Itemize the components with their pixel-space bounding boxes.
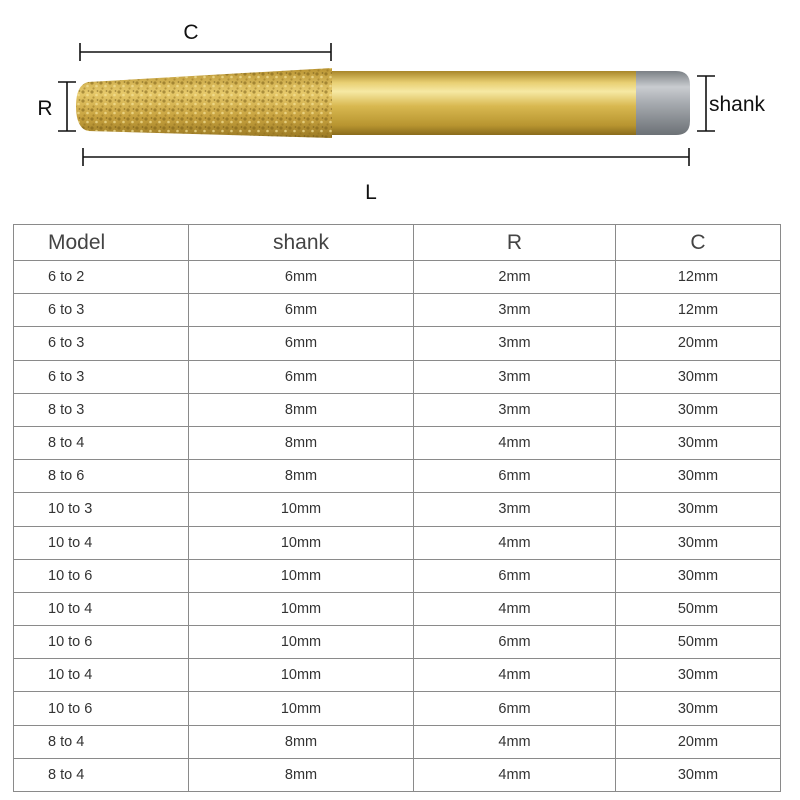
gold-shank xyxy=(326,71,642,135)
cell-shank: 6mm xyxy=(189,327,414,360)
cell-shank: 10mm xyxy=(189,592,414,625)
label-l: L xyxy=(365,181,377,204)
cell-r: 6mm xyxy=(414,559,616,592)
cell-shank: 10mm xyxy=(189,493,414,526)
cell-r: 3mm xyxy=(414,393,616,426)
table-row xyxy=(14,426,781,459)
cell-shank: 8mm xyxy=(189,460,414,493)
table-row xyxy=(14,725,781,758)
header-model: Model xyxy=(14,225,189,261)
cell-shank: 8mm xyxy=(189,393,414,426)
table-row xyxy=(14,360,781,393)
cell-c: 30mm xyxy=(616,393,781,426)
cell-model: 10 to 3 xyxy=(14,493,189,526)
grit-texture xyxy=(76,68,332,138)
dimension-r xyxy=(37,82,76,131)
table-row xyxy=(14,493,781,526)
cell-shank: 10mm xyxy=(189,659,414,692)
cell-c: 30mm xyxy=(616,526,781,559)
cell-c: 12mm xyxy=(616,294,781,327)
cell-model: 8 to 4 xyxy=(14,725,189,758)
cell-r: 6mm xyxy=(414,460,616,493)
cell-r: 2mm xyxy=(414,261,616,294)
cell-c: 30mm xyxy=(616,692,781,725)
router-bit-diagram xyxy=(0,0,800,215)
cell-model: 10 to 4 xyxy=(14,659,189,692)
cell-c: 30mm xyxy=(616,360,781,393)
cell-shank: 10mm xyxy=(189,559,414,592)
cell-r: 3mm xyxy=(414,327,616,360)
dimension-shank xyxy=(697,76,766,131)
cell-r: 4mm xyxy=(414,758,616,791)
cell-r: 4mm xyxy=(414,526,616,559)
table-row xyxy=(14,393,781,426)
dimension-c xyxy=(80,21,331,61)
cell-model: 6 to 3 xyxy=(14,294,189,327)
cell-r: 4mm xyxy=(414,592,616,625)
table-row xyxy=(14,758,781,791)
cell-r: 3mm xyxy=(414,493,616,526)
cell-shank: 8mm xyxy=(189,758,414,791)
cell-model: 10 to 6 xyxy=(14,692,189,725)
cell-shank: 10mm xyxy=(189,692,414,725)
cell-r: 3mm xyxy=(414,294,616,327)
dimension-l xyxy=(83,148,689,204)
cell-r: 4mm xyxy=(414,725,616,758)
cell-c: 20mm xyxy=(616,327,781,360)
cell-shank: 10mm xyxy=(189,626,414,659)
table-row xyxy=(14,327,781,360)
table-row xyxy=(14,626,781,659)
cell-model: 6 to 3 xyxy=(14,327,189,360)
table-row xyxy=(14,559,781,592)
cell-model: 10 to 4 xyxy=(14,592,189,625)
cell-shank: 6mm xyxy=(189,261,414,294)
cell-c: 50mm xyxy=(616,592,781,625)
table-header-row xyxy=(14,225,781,261)
cell-c: 30mm xyxy=(616,460,781,493)
cell-model: 8 to 6 xyxy=(14,460,189,493)
table-row xyxy=(14,261,781,294)
table-row xyxy=(14,526,781,559)
cell-c: 30mm xyxy=(616,758,781,791)
cell-c: 50mm xyxy=(616,626,781,659)
table-body xyxy=(14,261,781,792)
cell-model: 8 to 3 xyxy=(14,393,189,426)
spec-table xyxy=(13,224,781,792)
label-r: R xyxy=(37,97,53,120)
cell-model: 6 to 3 xyxy=(14,360,189,393)
cell-c: 30mm xyxy=(616,426,781,459)
table-row xyxy=(14,659,781,692)
router-bit xyxy=(76,68,690,138)
header-shank: shank xyxy=(189,225,414,261)
cell-shank: 6mm xyxy=(189,360,414,393)
cell-shank: 6mm xyxy=(189,294,414,327)
cell-shank: 10mm xyxy=(189,526,414,559)
cell-model: 10 to 4 xyxy=(14,526,189,559)
cell-model: 10 to 6 xyxy=(14,626,189,659)
cell-shank: 8mm xyxy=(189,426,414,459)
cell-c: 30mm xyxy=(616,559,781,592)
cell-r: 4mm xyxy=(414,426,616,459)
header-c: C xyxy=(616,225,781,261)
cell-model: 6 to 2 xyxy=(14,261,189,294)
header-r: R xyxy=(414,225,616,261)
cell-r: 4mm xyxy=(414,659,616,692)
cell-shank: 8mm xyxy=(189,725,414,758)
cell-r: 3mm xyxy=(414,360,616,393)
label-shank: shank xyxy=(709,93,766,116)
cell-r: 6mm xyxy=(414,692,616,725)
cell-c: 12mm xyxy=(616,261,781,294)
cell-c: 30mm xyxy=(616,493,781,526)
cell-model: 8 to 4 xyxy=(14,758,189,791)
cell-c: 30mm xyxy=(616,659,781,692)
cell-model: 8 to 4 xyxy=(14,426,189,459)
table-row xyxy=(14,592,781,625)
table-row xyxy=(14,294,781,327)
cell-model: 10 to 6 xyxy=(14,559,189,592)
table-row xyxy=(14,460,781,493)
cell-c: 20mm xyxy=(616,725,781,758)
steel-end xyxy=(636,71,690,135)
cell-r: 6mm xyxy=(414,626,616,659)
label-c: C xyxy=(183,21,199,44)
table-row xyxy=(14,692,781,725)
